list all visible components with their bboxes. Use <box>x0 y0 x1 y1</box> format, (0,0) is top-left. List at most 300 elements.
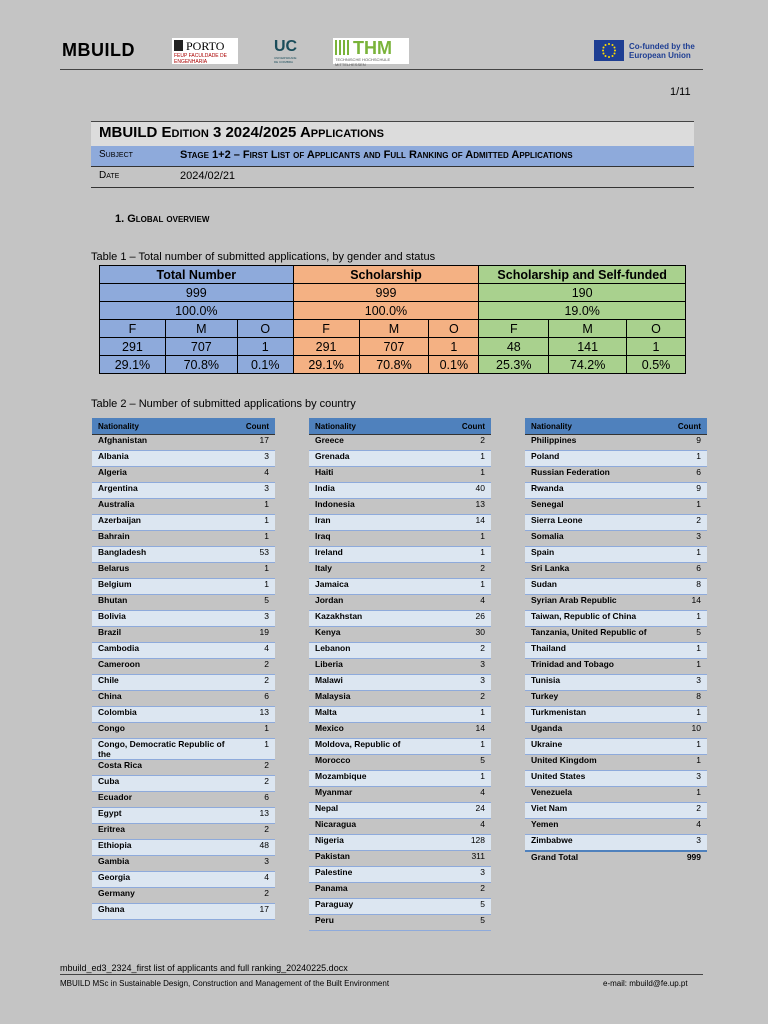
footer-email: e-mail: mbuild@fe.up.pt <box>603 979 688 988</box>
country-count: 2 <box>449 643 491 659</box>
country-name: Nicaragua <box>309 819 449 835</box>
country-name: Algeria <box>92 467 233 483</box>
country-count: 5 <box>233 595 275 611</box>
table-row <box>92 808 275 824</box>
gender-label: F <box>100 320 166 338</box>
table-row <box>92 515 275 531</box>
country-count: 9 <box>665 483 707 499</box>
gender-pct: 0.5% <box>627 356 686 374</box>
country-name: Nigeria <box>309 835 449 851</box>
date-row <box>91 167 694 188</box>
country-name: Ecuador <box>92 792 233 808</box>
country-name: Congo, Democratic Republic of the <box>92 739 233 760</box>
table-row <box>525 483 707 499</box>
table-row <box>92 611 275 627</box>
table-gender-status <box>99 265 686 374</box>
country-name: Costa Rica <box>92 760 233 776</box>
country-count: 2 <box>233 888 275 904</box>
country-count: 5 <box>449 899 491 915</box>
country-count: 2 <box>665 515 707 531</box>
mbuild-logo: MBUILD <box>62 40 135 60</box>
gender-pct: 25.3% <box>479 356 549 374</box>
country-count: 2 <box>665 803 707 819</box>
country-count: 2 <box>449 691 491 707</box>
table-row <box>92 643 275 659</box>
table-row <box>92 659 275 675</box>
country-name: Greece <box>309 435 449 451</box>
country-name: Morocco <box>309 755 449 771</box>
country-count: 14 <box>665 595 707 611</box>
country-count: 2 <box>449 563 491 579</box>
table-row <box>309 899 491 915</box>
country-count: 1 <box>665 707 707 723</box>
gender-label: O <box>429 320 479 338</box>
country-name: Cuba <box>92 776 233 792</box>
country-name: Bhutan <box>92 595 233 611</box>
eu-line-2: European Union <box>629 51 691 60</box>
country-count: 13 <box>233 808 275 824</box>
grand-total-row <box>525 851 707 867</box>
country-count: 1 <box>449 739 491 755</box>
country-count: 40 <box>449 483 491 499</box>
country-name: Indonesia <box>309 499 449 515</box>
gender-pct: 74.2% <box>549 356 627 374</box>
gender-count: 291 <box>293 338 359 356</box>
country-name: Viet Nam <box>525 803 665 819</box>
country-count: 1 <box>665 611 707 627</box>
country-name: Sri Lanka <box>525 563 665 579</box>
eu-cofunded-text <box>629 42 695 60</box>
country-name: Panama <box>309 883 449 899</box>
country-name: Thailand <box>525 643 665 659</box>
table-row <box>525 771 707 787</box>
table-row <box>309 755 491 771</box>
table-row <box>92 563 275 579</box>
table-row <box>92 435 275 451</box>
country-name: Cameroon <box>92 659 233 675</box>
footer-filename: mbuild_ed3_2324_first list of applicants and full ranking_20240225.docx <box>60 963 348 973</box>
table-row <box>309 563 491 579</box>
country-name: Ireland <box>309 547 449 563</box>
table-row <box>92 707 275 723</box>
country-count: 3 <box>665 675 707 691</box>
table-row <box>309 915 491 931</box>
uporto-mark-icon <box>174 40 183 51</box>
table-row <box>92 792 275 808</box>
country-name: Pakistan <box>309 851 449 867</box>
country-count: 19 <box>233 627 275 643</box>
country-name: Lebanon <box>309 643 449 659</box>
country-count: 1 <box>449 579 491 595</box>
country-name: Argentina <box>92 483 233 499</box>
table-row <box>92 483 275 499</box>
scholarship-pct: 100.0% <box>293 302 479 320</box>
table-row <box>525 819 707 835</box>
table-row <box>92 776 275 792</box>
country-count: 1 <box>449 547 491 563</box>
selffunded-pct: 19.0% <box>479 302 686 320</box>
country-name: Poland <box>525 451 665 467</box>
country-name: Kazakhstan <box>309 611 449 627</box>
country-count: 1 <box>449 467 491 483</box>
country-name: Paraguay <box>309 899 449 915</box>
country-count: 4 <box>233 872 275 888</box>
table-row <box>309 595 491 611</box>
country-count: 53 <box>233 547 275 563</box>
table-row <box>525 515 707 531</box>
country-name: Chile <box>92 675 233 691</box>
table-row <box>92 595 275 611</box>
country-count: 6 <box>665 563 707 579</box>
country-count: 1 <box>233 515 275 531</box>
gender-count: 1 <box>429 338 479 356</box>
country-name: Liberia <box>309 659 449 675</box>
country-count: 1 <box>449 531 491 547</box>
gender-count: 1 <box>627 338 686 356</box>
country-name: Nepal <box>309 803 449 819</box>
country-name: Belarus <box>92 563 233 579</box>
country-name: United Kingdom <box>525 755 665 771</box>
country-count: 5 <box>449 755 491 771</box>
date-label: Date <box>99 170 120 181</box>
table-row <box>525 835 707 852</box>
country-count: 2 <box>449 435 491 451</box>
country-name: Yemen <box>525 819 665 835</box>
country-count: 2 <box>233 675 275 691</box>
country-count: 17 <box>233 904 275 920</box>
subject-label: Subject <box>99 149 133 160</box>
country-count: 48 <box>233 840 275 856</box>
country-name: Georgia <box>92 872 233 888</box>
table-row <box>525 627 707 643</box>
country-count: 1 <box>233 563 275 579</box>
uporto-logo-text: PORTO <box>186 39 225 53</box>
table-row <box>92 824 275 840</box>
country-count: 1 <box>665 547 707 563</box>
country-count: 6 <box>665 467 707 483</box>
country-name: Tanzania, United Republic of <box>525 627 665 643</box>
document-title-bar <box>91 121 694 146</box>
gender-count: 707 <box>359 338 429 356</box>
gender-label: F <box>479 320 549 338</box>
country-count: 3 <box>233 451 275 467</box>
country-count: 1 <box>665 787 707 803</box>
country-count: 3 <box>665 771 707 787</box>
table-row <box>92 547 275 563</box>
country-name: Afghanistan <box>92 435 233 451</box>
col-header-nationality: Nationality <box>525 418 665 435</box>
col-header-count: Count <box>665 418 707 435</box>
country-count: 1 <box>449 451 491 467</box>
table-row <box>92 531 275 547</box>
table-row <box>92 840 275 856</box>
country-name: Taiwan, Republic of China <box>525 611 665 627</box>
country-name: Somalia <box>525 531 665 547</box>
country-count: 2 <box>233 824 275 840</box>
gender-label: M <box>549 320 627 338</box>
country-count: 24 <box>449 803 491 819</box>
country-name: Malawi <box>309 675 449 691</box>
table-row <box>92 499 275 515</box>
table-row <box>92 760 275 776</box>
table-row <box>309 579 491 595</box>
country-count: 13 <box>449 499 491 515</box>
country-count: 10 <box>665 723 707 739</box>
table-row <box>92 579 275 595</box>
col-header-count: Count <box>233 418 275 435</box>
table-row <box>309 739 491 755</box>
country-name: Tunisia <box>525 675 665 691</box>
country-name: Trinidad and Tobago <box>525 659 665 675</box>
table-row <box>525 803 707 819</box>
country-name: Colombia <box>92 707 233 723</box>
table-row <box>309 819 491 835</box>
country-name: Turkey <box>525 691 665 707</box>
country-name: Venezuela <box>525 787 665 803</box>
country-count: 4 <box>665 819 707 835</box>
country-count: 6 <box>233 792 275 808</box>
subject-row <box>91 146 694 167</box>
country-table-col3 <box>525 418 707 867</box>
country-name: Italy <box>309 563 449 579</box>
country-count: 1 <box>449 707 491 723</box>
group-header-selffunded: Scholarship and Self-funded <box>479 266 686 284</box>
table-row <box>525 643 707 659</box>
country-name: Philippines <box>525 435 665 451</box>
country-name: Myanmar <box>309 787 449 803</box>
country-name: Bangladesh <box>92 547 233 563</box>
section-heading: 1. Global overview <box>115 213 210 225</box>
country-name: Egypt <box>92 808 233 824</box>
table-row <box>92 675 275 691</box>
country-name: Malaysia <box>309 691 449 707</box>
uc-logo-text: UC <box>274 38 298 55</box>
grand-total-value: 999 <box>665 851 707 867</box>
country-count: 3 <box>449 675 491 691</box>
gender-count: 141 <box>549 338 627 356</box>
eu-flag-icon <box>594 40 624 61</box>
feup-logo-text: FEUP FACULDADE DE ENGENHARIA <box>174 53 227 65</box>
header-divider <box>60 69 703 70</box>
eu-line-1: Co-funded by the <box>629 42 695 51</box>
table-row <box>525 579 707 595</box>
country-name: Kenya <box>309 627 449 643</box>
country-count: 5 <box>449 915 491 931</box>
table-row <box>309 515 491 531</box>
thm-logo-text: THM <box>353 38 392 58</box>
country-count: 128 <box>449 835 491 851</box>
country-count: 4 <box>449 595 491 611</box>
country-count: 1 <box>233 531 275 547</box>
country-count: 3 <box>233 611 275 627</box>
table-row <box>309 883 491 899</box>
col-header-nationality: Nationality <box>309 418 449 435</box>
thm-logo <box>333 38 409 67</box>
country-name: Brazil <box>92 627 233 643</box>
country-count: 1 <box>233 579 275 595</box>
country-name: Germany <box>92 888 233 904</box>
table-row <box>525 787 707 803</box>
country-count: 3 <box>233 483 275 499</box>
table-row <box>525 659 707 675</box>
uc-logo <box>274 38 300 64</box>
country-name: Sierra Leone <box>525 515 665 531</box>
selffunded-count: 190 <box>479 284 686 302</box>
country-count: 3 <box>449 659 491 675</box>
country-count: 3 <box>665 835 707 852</box>
gender-label: O <box>627 320 686 338</box>
country-count: 3 <box>233 856 275 872</box>
country-count: 1 <box>665 643 707 659</box>
table-row <box>309 547 491 563</box>
country-count: 13 <box>233 707 275 723</box>
country-name: Gambia <box>92 856 233 872</box>
country-count: 1 <box>233 739 275 760</box>
country-count: 4 <box>233 467 275 483</box>
document-title: MBUILD Edition 3 2024/2025 Applications <box>99 124 384 141</box>
country-count: 3 <box>449 867 491 883</box>
table-row <box>525 723 707 739</box>
country-count: 1 <box>665 739 707 755</box>
country-name: India <box>309 483 449 499</box>
country-name: Ethiopia <box>92 840 233 856</box>
table-row <box>309 627 491 643</box>
table-row <box>525 531 707 547</box>
country-table-col1 <box>92 418 275 920</box>
subject-value: Stage 1+2 – First List of Applicants and Full Ranking of Admitted Applications <box>180 149 573 161</box>
country-name: Iran <box>309 515 449 531</box>
gender-label: M <box>165 320 237 338</box>
table-row <box>309 851 491 867</box>
gender-count: 707 <box>165 338 237 356</box>
table-row <box>309 643 491 659</box>
country-name: China <box>92 691 233 707</box>
footer-divider <box>60 974 703 975</box>
table-row <box>309 467 491 483</box>
table-row <box>525 547 707 563</box>
table-row <box>309 691 491 707</box>
country-count: 5 <box>665 627 707 643</box>
country-count: 4 <box>449 787 491 803</box>
table-row <box>92 691 275 707</box>
thm-grid-icon <box>335 40 349 55</box>
table-row <box>309 707 491 723</box>
footer-program: MBUILD MSc in Sustainable Design, Construction and Management of the Built Environment <box>60 979 390 988</box>
country-count: 30 <box>449 627 491 643</box>
country-name: Spain <box>525 547 665 563</box>
group-header-scholarship: Scholarship <box>293 266 479 284</box>
gender-pct: 29.1% <box>100 356 166 374</box>
country-name: Ukraine <box>525 739 665 755</box>
country-count: 1 <box>233 499 275 515</box>
table-row <box>525 707 707 723</box>
gender-pct: 70.8% <box>165 356 237 374</box>
country-name: Belgium <box>92 579 233 595</box>
country-count: 8 <box>665 691 707 707</box>
col-header-count: Count <box>449 418 491 435</box>
country-table-col2 <box>309 418 491 931</box>
country-name: Bahrain <box>92 531 233 547</box>
country-count: 1 <box>665 755 707 771</box>
page-number: 1/11 <box>670 86 691 98</box>
country-name: Mexico <box>309 723 449 739</box>
country-name: Bolivia <box>92 611 233 627</box>
country-name: Palestine <box>309 867 449 883</box>
gender-count: 291 <box>100 338 166 356</box>
table-row <box>525 611 707 627</box>
gender-label: M <box>359 320 429 338</box>
country-name: Australia <box>92 499 233 515</box>
uporto-logo <box>172 38 238 64</box>
country-name: Uganda <box>525 723 665 739</box>
country-count: 2 <box>233 776 275 792</box>
table-row <box>309 771 491 787</box>
gender-label: O <box>237 320 293 338</box>
table-row <box>525 755 707 771</box>
country-name: Jordan <box>309 595 449 611</box>
table-row <box>525 675 707 691</box>
table-row <box>525 691 707 707</box>
gender-pct: 0.1% <box>237 356 293 374</box>
country-count: 26 <box>449 611 491 627</box>
table-row <box>92 856 275 872</box>
table-row <box>525 739 707 755</box>
table-row <box>92 739 275 760</box>
table-row <box>92 723 275 739</box>
total-count: 999 <box>100 284 294 302</box>
table-row <box>92 467 275 483</box>
country-name: Ghana <box>92 904 233 920</box>
table-row <box>525 467 707 483</box>
country-name: Grenada <box>309 451 449 467</box>
country-name: Haiti <box>309 467 449 483</box>
group-header-total: Total Number <box>100 266 294 284</box>
total-pct: 100.0% <box>100 302 294 320</box>
country-count: 1 <box>665 499 707 515</box>
table2-caption: Table 2 – Number of submitted applications by country <box>91 398 356 410</box>
country-name: Rwanda <box>525 483 665 499</box>
country-count: 1 <box>665 451 707 467</box>
table-row <box>309 675 491 691</box>
table-row <box>309 803 491 819</box>
table-row <box>309 835 491 851</box>
grand-total-label: Grand Total <box>525 851 665 867</box>
uc-logo-sub: UNIVERSIDADE DE COIMBRA <box>274 56 297 64</box>
country-name: Azerbaijan <box>92 515 233 531</box>
country-count: 311 <box>449 851 491 867</box>
country-count: 4 <box>449 819 491 835</box>
country-count: 8 <box>665 579 707 595</box>
country-name: Zimbabwe <box>525 835 665 852</box>
country-count: 1 <box>449 771 491 787</box>
table-row <box>525 451 707 467</box>
country-name: Jamaica <box>309 579 449 595</box>
gender-label: F <box>293 320 359 338</box>
country-name: Iraq <box>309 531 449 547</box>
country-name: Peru <box>309 915 449 931</box>
country-count: 2 <box>233 659 275 675</box>
country-name: United States <box>525 771 665 787</box>
country-name: Sudan <box>525 579 665 595</box>
country-name: Malta <box>309 707 449 723</box>
table-row <box>92 872 275 888</box>
table-row <box>309 787 491 803</box>
gender-pct: 70.8% <box>359 356 429 374</box>
country-count: 14 <box>449 723 491 739</box>
table1-caption: Table 1 – Total number of submitted applications, by gender and status <box>91 251 436 263</box>
country-name: Russian Federation <box>525 467 665 483</box>
gender-count: 48 <box>479 338 549 356</box>
